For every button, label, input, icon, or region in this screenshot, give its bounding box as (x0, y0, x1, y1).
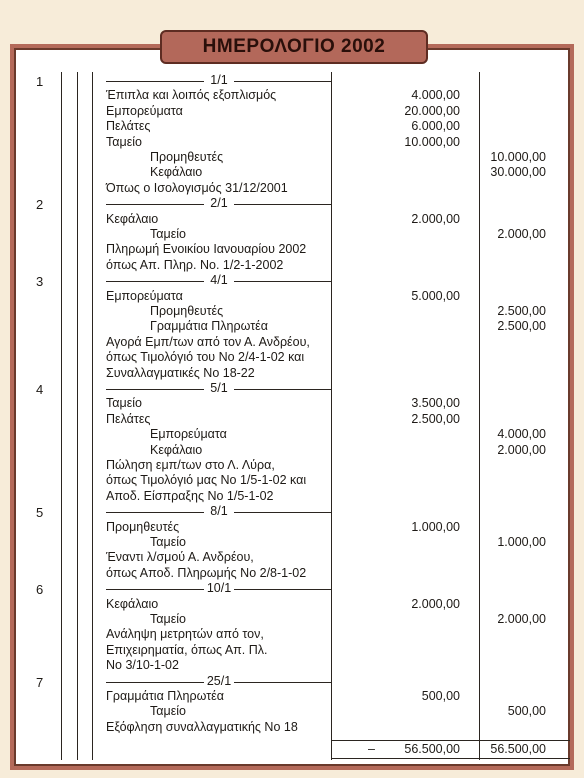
credit-amount: 2.500,00 (497, 304, 546, 318)
credit-amount: 30.000,00 (490, 165, 546, 180)
entry-description: όπως Αποδ. Πληρωμής Νο 2/8-1-02 (106, 565, 307, 580)
entry-date: 1/1 (210, 73, 228, 87)
credit-account: Ταμείο (150, 534, 186, 549)
debit-amount: 1.000,00 (411, 519, 460, 534)
journal-entry (106, 196, 332, 273)
separator-rule (234, 589, 332, 590)
credit-amount: 2.000,00 (497, 442, 546, 457)
debit-account: Κεφάλαιο (106, 211, 159, 226)
debit-account: Εμπορεύματα (106, 288, 183, 303)
total-debit: 56.500,00 (404, 742, 460, 756)
entry-description: όπως Απ. Πληρ. Νο. 1/2-1-2002 (106, 257, 284, 272)
entry-date-separator (106, 381, 332, 396)
column-divider (92, 72, 93, 760)
entry-date: 4/1 (210, 273, 228, 288)
separator-rule (106, 204, 204, 205)
journal-entry (106, 381, 332, 504)
journal-entry (106, 73, 332, 196)
journal-entry (106, 273, 332, 381)
entry-number: 1 (36, 74, 44, 89)
journal-title: ΗΜΕΡΟΛΟΓΙΟ 2002 (160, 30, 428, 64)
debit-account: Πελάτες (106, 411, 151, 426)
debit-amount: 2.500,00 (411, 411, 460, 426)
separator-rule (106, 682, 204, 683)
credit-account: Προμηθευτές (150, 303, 224, 318)
separator-rule (234, 389, 332, 390)
entry-date-separator (106, 196, 332, 211)
totals-dash: – (368, 742, 375, 756)
debit-amount: 2.000,00 (411, 211, 460, 226)
totals-rule-bottom (331, 758, 570, 759)
credit-account: Γραμμάτια Πληρωτέα (150, 319, 268, 334)
debit-account: Γραμμάτια Πληρωτέα (106, 688, 224, 703)
debit-amount: 10.000,00 (404, 134, 460, 149)
debit-amount: 5.000,00 (411, 288, 460, 303)
separator-rule (234, 204, 332, 205)
credit-account: Κεφάλαιο (150, 442, 203, 457)
entry-date-separator (106, 674, 332, 689)
entry-description: Έναντι λ/σμού Α. Ανδρέου, (106, 550, 254, 565)
debit-account: Έπιπλα και λοιπός εξοπλισμός (106, 88, 277, 103)
entry-date: 5/1 (210, 381, 228, 395)
credit-account: Προμηθευτές (150, 149, 224, 164)
entry-description: Πληρωμή Ενοικίου Ιανουαρίου 2002 (106, 242, 307, 257)
entry-description: Ανάληψη μετρητών από τον, (106, 627, 264, 642)
totals-rule (331, 740, 570, 741)
credit-amount: 2.000,00 (497, 612, 546, 626)
entry-description: Εξόφληση συναλλαγματικής Νο 18 (106, 719, 298, 734)
entry-date: 10/1 (206, 581, 232, 596)
separator-rule (234, 281, 332, 282)
debit-account: Κεφάλαιο (106, 596, 159, 611)
entry-date: 25/1 (206, 673, 232, 688)
debit-amount: 3.500,00 (411, 396, 460, 411)
total-credit: 56.500,00 (490, 742, 546, 756)
debit-account: Ταμείο (106, 134, 142, 149)
separator-rule (106, 589, 204, 590)
journal-entry (106, 674, 332, 736)
entry-description: Νο 3/10-1-02 (106, 658, 179, 673)
entry-number: 7 (36, 674, 44, 690)
credit-amount: 10.000,00 (490, 150, 546, 164)
credit-account: Ταμείο (150, 226, 186, 241)
entry-date-separator (106, 581, 332, 596)
entry-number: 4 (36, 382, 44, 397)
entry-date: 2/1 (210, 196, 228, 211)
credit-amount: 2.500,00 (497, 319, 546, 334)
debit-account: Πελάτες (106, 119, 151, 134)
debit-account: Ταμείο (106, 396, 142, 411)
debit-amount: 6.000,00 (411, 119, 460, 134)
debit-amount: 20.000,00 (404, 103, 460, 118)
entry-date: 8/1 (210, 504, 228, 519)
credit-account: Εμπορεύματα (150, 427, 227, 442)
separator-rule (106, 389, 204, 390)
entry-date-separator (106, 73, 332, 88)
entry-description: Αποδ. Είσπραξης Νο 1/5-1-02 (106, 488, 274, 503)
debit-account: Εμπορεύματα (106, 103, 183, 118)
entry-number: 2 (36, 197, 44, 213)
credit-account: Ταμείο (150, 611, 186, 626)
credit-amount: 2.000,00 (497, 227, 546, 241)
separator-rule (106, 281, 204, 282)
entry-number: 6 (36, 582, 44, 598)
entry-description: Όπως ο Ισολογισμός 31/12/2001 (106, 180, 288, 195)
debit-amount: 4.000,00 (411, 88, 460, 103)
debit-amount: 2.000,00 (411, 596, 460, 611)
entry-description: όπως Τιμολόγιό του Νο 2/4-1-02 και (106, 350, 305, 365)
entry-description: όπως Τιμολόγιό μας Νο 1/5-1-02 και (106, 473, 307, 488)
separator-rule (234, 81, 332, 82)
separator-rule (234, 682, 332, 683)
entry-number: 3 (36, 274, 44, 290)
credit-account: Κεφάλαιο (150, 165, 203, 180)
debit-amount: 500,00 (421, 689, 460, 703)
separator-rule (106, 81, 204, 82)
credit-amount: 1.000,00 (497, 535, 546, 549)
column-divider (61, 72, 62, 760)
credit-amount: 500,00 (507, 704, 546, 719)
column-divider (77, 72, 78, 760)
entry-date-separator (106, 273, 332, 288)
entry-description: Συναλλαγματικές Νο 18-22 (106, 365, 255, 380)
debit-account: Προμηθευτές (106, 519, 180, 534)
entry-description: Αγορά Εμπ/των από τον Α. Ανδρέου, (106, 334, 310, 349)
separator-rule (106, 512, 204, 513)
entry-description: Πώληση εμπ/των στο Λ. Λύρα, (106, 457, 275, 472)
entry-description: Επιχειρηματία, όπως Απ. Πλ. (106, 642, 268, 657)
journal-entry (106, 504, 332, 581)
credit-account: Ταμείο (150, 704, 186, 719)
entry-number: 5 (36, 505, 44, 521)
journal-entry (106, 581, 332, 673)
entry-date-separator (106, 504, 332, 519)
credit-amount: 4.000,00 (497, 427, 546, 442)
separator-rule (234, 512, 332, 513)
